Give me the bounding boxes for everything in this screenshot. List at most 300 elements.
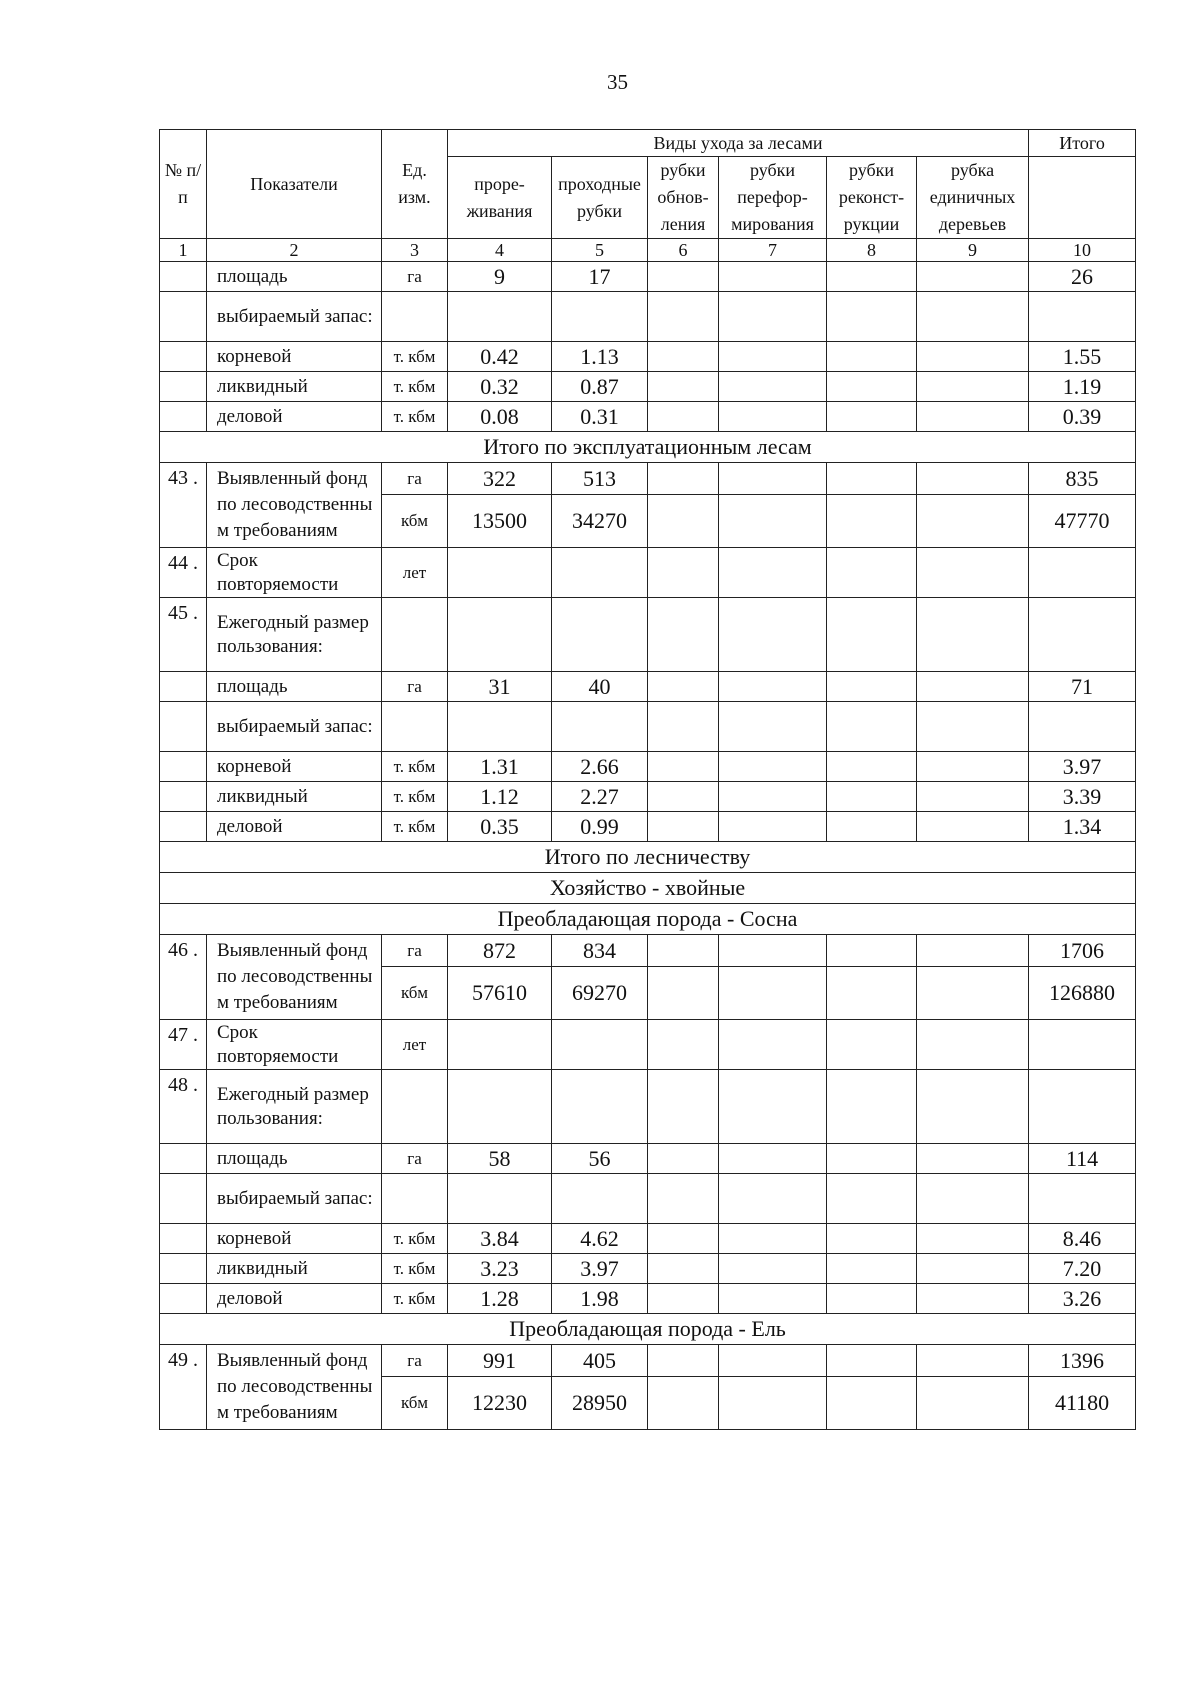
row-value: 1.13 xyxy=(552,342,648,372)
row-value xyxy=(719,495,827,548)
row-value xyxy=(552,292,648,342)
row-value xyxy=(719,1345,827,1377)
table-row xyxy=(160,402,1136,432)
header-unit: Ед. изм. xyxy=(382,130,448,239)
row-value xyxy=(719,598,827,672)
row-indicator: деловой xyxy=(207,402,382,432)
row-indicator: выбираемый запас: xyxy=(207,292,382,342)
row-value xyxy=(917,672,1029,702)
row-value xyxy=(827,495,917,548)
row-value xyxy=(719,935,827,967)
row-value: 405 xyxy=(552,1345,648,1377)
column-number: 2 xyxy=(207,239,382,262)
header-total-blank xyxy=(1029,157,1136,239)
row-unit: га xyxy=(382,463,448,495)
row-value xyxy=(448,1174,552,1224)
table-row xyxy=(160,372,1136,402)
section-row xyxy=(160,904,1136,935)
table-row xyxy=(160,1070,1136,1144)
row-value xyxy=(648,1377,719,1430)
column-number: 9 xyxy=(917,239,1029,262)
row-value xyxy=(827,1020,917,1070)
row-unit xyxy=(382,1174,448,1224)
row-indicator: Выявленный фонд по лесоводственны м требованиям xyxy=(207,1345,382,1430)
row-value xyxy=(827,1070,917,1144)
row-total: 26 xyxy=(1029,262,1136,292)
row-value xyxy=(648,672,719,702)
row-number xyxy=(160,342,207,372)
header-type: проходные рубки xyxy=(552,157,648,239)
row-value xyxy=(648,812,719,842)
table-row xyxy=(160,1254,1136,1284)
row-number xyxy=(160,1224,207,1254)
row-value xyxy=(827,1345,917,1377)
table-row xyxy=(160,782,1136,812)
row-value xyxy=(827,782,917,812)
row-value: 1.98 xyxy=(552,1284,648,1314)
row-value: 0.32 xyxy=(448,372,552,402)
table-row xyxy=(160,1345,1136,1377)
row-value xyxy=(827,402,917,432)
table-row xyxy=(160,1144,1136,1174)
row-value xyxy=(917,598,1029,672)
row-value xyxy=(917,1254,1029,1284)
row-value xyxy=(827,1174,917,1224)
row-unit xyxy=(382,1070,448,1144)
row-value xyxy=(648,1254,719,1284)
row-number xyxy=(160,292,207,342)
row-value xyxy=(719,672,827,702)
row-total xyxy=(1029,292,1136,342)
row-value xyxy=(827,598,917,672)
row-value xyxy=(917,1020,1029,1070)
row-value xyxy=(648,548,719,598)
row-value: 31 xyxy=(448,672,552,702)
row-indicator: деловой xyxy=(207,812,382,842)
column-number: 6 xyxy=(648,239,719,262)
row-value xyxy=(448,548,552,598)
row-unit: т. кбм xyxy=(382,402,448,432)
row-value xyxy=(917,702,1029,752)
row-value xyxy=(719,292,827,342)
row-indicator: Ежегодный размер пользования: xyxy=(207,598,382,672)
section-row xyxy=(160,432,1136,463)
row-unit: т. кбм xyxy=(382,1224,448,1254)
table-row xyxy=(160,812,1136,842)
row-total: 71 xyxy=(1029,672,1136,702)
table-row xyxy=(160,292,1136,342)
row-value xyxy=(719,342,827,372)
row-value: 991 xyxy=(448,1345,552,1377)
row-value xyxy=(917,262,1029,292)
row-value xyxy=(719,702,827,752)
table-row xyxy=(160,672,1136,702)
row-value xyxy=(448,292,552,342)
row-value: 0.42 xyxy=(448,342,552,372)
row-value xyxy=(719,402,827,432)
row-number: 46 . xyxy=(160,935,207,1020)
row-value xyxy=(552,1020,648,1070)
row-value xyxy=(827,752,917,782)
header-type: проре- живания xyxy=(448,157,552,239)
row-value: 834 xyxy=(552,935,648,967)
row-value xyxy=(719,812,827,842)
table-row xyxy=(160,935,1136,967)
row-value xyxy=(827,702,917,752)
row-indicator: площадь xyxy=(207,672,382,702)
row-value xyxy=(719,1020,827,1070)
table-row xyxy=(160,598,1136,672)
row-number xyxy=(160,782,207,812)
row-total xyxy=(1029,1020,1136,1070)
row-value: 1.28 xyxy=(448,1284,552,1314)
row-value xyxy=(719,1224,827,1254)
row-value xyxy=(917,1377,1029,1430)
row-value xyxy=(827,1254,917,1284)
table-row xyxy=(160,702,1136,752)
row-value xyxy=(648,495,719,548)
table-body xyxy=(160,262,1136,1430)
row-value xyxy=(917,752,1029,782)
row-value: 0.35 xyxy=(448,812,552,842)
header-group: Виды ухода за лесами xyxy=(448,130,1029,157)
row-value xyxy=(719,463,827,495)
row-value: 69270 xyxy=(552,967,648,1020)
row-value xyxy=(648,463,719,495)
row-unit: га xyxy=(382,1144,448,1174)
row-indicator: корневой xyxy=(207,1224,382,1254)
column-number: 8 xyxy=(827,239,917,262)
row-indicator: Срок повторяемости xyxy=(207,548,382,598)
row-value xyxy=(719,372,827,402)
row-value xyxy=(917,372,1029,402)
row-total: 1.34 xyxy=(1029,812,1136,842)
row-value xyxy=(917,1070,1029,1144)
row-value xyxy=(448,1070,552,1144)
row-total: 7.20 xyxy=(1029,1254,1136,1284)
row-total: 41180 xyxy=(1029,1377,1136,1430)
row-value: 57610 xyxy=(448,967,552,1020)
row-value xyxy=(827,342,917,372)
table-header xyxy=(160,130,1136,262)
row-value xyxy=(552,598,648,672)
row-value xyxy=(827,1144,917,1174)
row-value: 0.99 xyxy=(552,812,648,842)
row-value xyxy=(917,548,1029,598)
row-value xyxy=(719,782,827,812)
row-unit: га xyxy=(382,1345,448,1377)
row-value xyxy=(719,752,827,782)
row-value xyxy=(648,342,719,372)
row-total: 1396 xyxy=(1029,1345,1136,1377)
row-indicator: ликвидный xyxy=(207,1254,382,1284)
row-value xyxy=(917,967,1029,1020)
row-total: 47770 xyxy=(1029,495,1136,548)
row-value: 40 xyxy=(552,672,648,702)
row-value: 58 xyxy=(448,1144,552,1174)
row-value: 513 xyxy=(552,463,648,495)
row-number xyxy=(160,1174,207,1224)
row-value xyxy=(648,1144,719,1174)
row-value xyxy=(827,935,917,967)
table-row xyxy=(160,262,1136,292)
row-value xyxy=(719,1174,827,1224)
row-total: 3.39 xyxy=(1029,782,1136,812)
row-value xyxy=(648,1284,719,1314)
column-number: 7 xyxy=(719,239,827,262)
header-type: рубка единичных деревьев xyxy=(917,157,1029,239)
row-value xyxy=(827,967,917,1020)
row-value xyxy=(917,935,1029,967)
row-indicator: деловой xyxy=(207,1284,382,1314)
row-value xyxy=(648,1224,719,1254)
row-value xyxy=(648,598,719,672)
row-value xyxy=(648,935,719,967)
row-number xyxy=(160,1144,207,1174)
row-value xyxy=(648,372,719,402)
section-title: Преобладающая порода - Ель xyxy=(160,1314,1136,1345)
row-value xyxy=(917,1345,1029,1377)
row-unit: га xyxy=(382,262,448,292)
row-total xyxy=(1029,702,1136,752)
row-value: 1.12 xyxy=(448,782,552,812)
row-value xyxy=(917,812,1029,842)
row-number xyxy=(160,402,207,432)
row-indicator: Срок повторяемости xyxy=(207,1020,382,1070)
row-value xyxy=(648,292,719,342)
row-number: 49 . xyxy=(160,1345,207,1430)
column-number: 1 xyxy=(160,239,207,262)
row-total: 3.26 xyxy=(1029,1284,1136,1314)
row-total: 0.39 xyxy=(1029,402,1136,432)
row-number xyxy=(160,1254,207,1284)
row-total xyxy=(1029,1070,1136,1144)
row-unit: кбм xyxy=(382,967,448,1020)
row-value xyxy=(827,292,917,342)
row-value: 0.31 xyxy=(552,402,648,432)
row-value xyxy=(448,702,552,752)
row-value xyxy=(648,752,719,782)
row-value xyxy=(827,548,917,598)
row-value: 3.23 xyxy=(448,1254,552,1284)
row-unit: га xyxy=(382,935,448,967)
section-title: Итого по эксплуатационным лесам xyxy=(160,432,1136,463)
row-total xyxy=(1029,598,1136,672)
row-unit: лет xyxy=(382,548,448,598)
row-value xyxy=(719,262,827,292)
row-value: 28950 xyxy=(552,1377,648,1430)
row-value: 2.27 xyxy=(552,782,648,812)
row-value xyxy=(552,548,648,598)
section-title: Преобладающая порода - Сосна xyxy=(160,904,1136,935)
row-indicator: Ежегодный размер пользования: xyxy=(207,1070,382,1144)
row-value xyxy=(719,548,827,598)
table-row xyxy=(160,463,1136,495)
row-number xyxy=(160,672,207,702)
row-value: 322 xyxy=(448,463,552,495)
row-total: 114 xyxy=(1029,1144,1136,1174)
row-value xyxy=(552,1070,648,1144)
row-indicator: выбираемый запас: xyxy=(207,702,382,752)
row-indicator: площадь xyxy=(207,1144,382,1174)
row-number: 47 . xyxy=(160,1020,207,1070)
row-value xyxy=(917,292,1029,342)
row-unit: кбм xyxy=(382,1377,448,1430)
table-row xyxy=(160,1020,1136,1070)
row-value xyxy=(648,967,719,1020)
row-indicator: Выявленный фонд по лесоводственны м требованиям xyxy=(207,463,382,548)
row-value xyxy=(827,672,917,702)
column-number: 5 xyxy=(552,239,648,262)
row-number xyxy=(160,752,207,782)
row-number: 43 . xyxy=(160,463,207,548)
row-number: 48 . xyxy=(160,1070,207,1144)
row-value xyxy=(552,1174,648,1224)
row-value: 3.97 xyxy=(552,1254,648,1284)
row-value xyxy=(719,1254,827,1284)
table-row xyxy=(160,1284,1136,1314)
row-number: 45 . xyxy=(160,598,207,672)
row-unit: т. кбм xyxy=(382,372,448,402)
row-indicator: ликвидный xyxy=(207,372,382,402)
row-unit xyxy=(382,292,448,342)
row-value: 9 xyxy=(448,262,552,292)
row-value xyxy=(917,495,1029,548)
row-unit: т. кбм xyxy=(382,342,448,372)
row-unit: га xyxy=(382,672,448,702)
row-total xyxy=(1029,548,1136,598)
row-value: 0.87 xyxy=(552,372,648,402)
row-value: 2.66 xyxy=(552,752,648,782)
table-row xyxy=(160,752,1136,782)
row-value xyxy=(917,463,1029,495)
row-value xyxy=(827,262,917,292)
header-total: Итого xyxy=(1029,130,1136,157)
section-title: Итого по лесничеству xyxy=(160,842,1136,873)
row-value xyxy=(917,1144,1029,1174)
row-value xyxy=(917,1174,1029,1224)
row-value xyxy=(648,402,719,432)
row-value xyxy=(917,1224,1029,1254)
row-value xyxy=(827,1284,917,1314)
row-value xyxy=(719,967,827,1020)
row-unit xyxy=(382,598,448,672)
row-value: 4.62 xyxy=(552,1224,648,1254)
row-number: 44 . xyxy=(160,548,207,598)
row-total: 835 xyxy=(1029,463,1136,495)
row-value xyxy=(552,702,648,752)
row-value xyxy=(827,1377,917,1430)
row-unit: кбм xyxy=(382,495,448,548)
section-title: Хозяйство - хвойные xyxy=(160,873,1136,904)
forest-care-table xyxy=(159,129,1136,1430)
row-value xyxy=(917,782,1029,812)
row-value xyxy=(448,598,552,672)
row-unit: т. кбм xyxy=(382,812,448,842)
row-unit xyxy=(382,702,448,752)
header-indicator: Показатели xyxy=(207,130,382,239)
row-value xyxy=(448,1020,552,1070)
row-value xyxy=(648,1174,719,1224)
row-total: 1.19 xyxy=(1029,372,1136,402)
row-indicator: Выявленный фонд по лесоводственны м требованиям xyxy=(207,935,382,1020)
section-row xyxy=(160,873,1136,904)
row-unit: т. кбм xyxy=(382,1254,448,1284)
row-number xyxy=(160,812,207,842)
row-value xyxy=(917,402,1029,432)
row-value: 13500 xyxy=(448,495,552,548)
header-type: рубки обнов- ления xyxy=(648,157,719,239)
row-indicator: выбираемый запас: xyxy=(207,1174,382,1224)
table-row xyxy=(160,342,1136,372)
row-total: 3.97 xyxy=(1029,752,1136,782)
row-indicator: корневой xyxy=(207,342,382,372)
row-value: 872 xyxy=(448,935,552,967)
row-unit: т. кбм xyxy=(382,752,448,782)
row-total: 126880 xyxy=(1029,967,1136,1020)
row-value xyxy=(827,812,917,842)
row-total xyxy=(1029,1174,1136,1224)
column-number: 3 xyxy=(382,239,448,262)
section-row xyxy=(160,1314,1136,1345)
row-value: 56 xyxy=(552,1144,648,1174)
row-value: 0.08 xyxy=(448,402,552,432)
row-value xyxy=(648,1070,719,1144)
page-number: 35 xyxy=(607,70,628,94)
row-value: 12230 xyxy=(448,1377,552,1430)
row-value xyxy=(917,1284,1029,1314)
column-number: 10 xyxy=(1029,239,1136,262)
header-type: рубки реконст- рукции xyxy=(827,157,917,239)
row-value xyxy=(719,1070,827,1144)
table-row xyxy=(160,548,1136,598)
column-number: 4 xyxy=(448,239,552,262)
row-total: 8.46 xyxy=(1029,1224,1136,1254)
row-number xyxy=(160,262,207,292)
row-unit: т. кбм xyxy=(382,782,448,812)
row-value xyxy=(648,782,719,812)
row-value: 3.84 xyxy=(448,1224,552,1254)
row-number xyxy=(160,1284,207,1314)
row-value xyxy=(648,1345,719,1377)
row-value xyxy=(917,342,1029,372)
row-value xyxy=(648,1020,719,1070)
row-value xyxy=(719,1377,827,1430)
row-value xyxy=(827,463,917,495)
row-number xyxy=(160,372,207,402)
header-type: рубки перефор- мирования xyxy=(719,157,827,239)
row-value xyxy=(648,262,719,292)
row-indicator: площадь xyxy=(207,262,382,292)
table-row xyxy=(160,1224,1136,1254)
header-num: № п/п xyxy=(160,130,207,239)
row-value: 34270 xyxy=(552,495,648,548)
row-unit: т. кбм xyxy=(382,1284,448,1314)
row-value xyxy=(719,1284,827,1314)
row-number xyxy=(160,702,207,752)
row-value xyxy=(827,1224,917,1254)
row-value: 1.31 xyxy=(448,752,552,782)
row-unit: лет xyxy=(382,1020,448,1070)
table-row xyxy=(160,1174,1136,1224)
row-value: 17 xyxy=(552,262,648,292)
row-total: 1706 xyxy=(1029,935,1136,967)
row-indicator: корневой xyxy=(207,752,382,782)
row-value xyxy=(648,702,719,752)
row-value xyxy=(719,1144,827,1174)
row-value xyxy=(827,372,917,402)
row-total: 1.55 xyxy=(1029,342,1136,372)
